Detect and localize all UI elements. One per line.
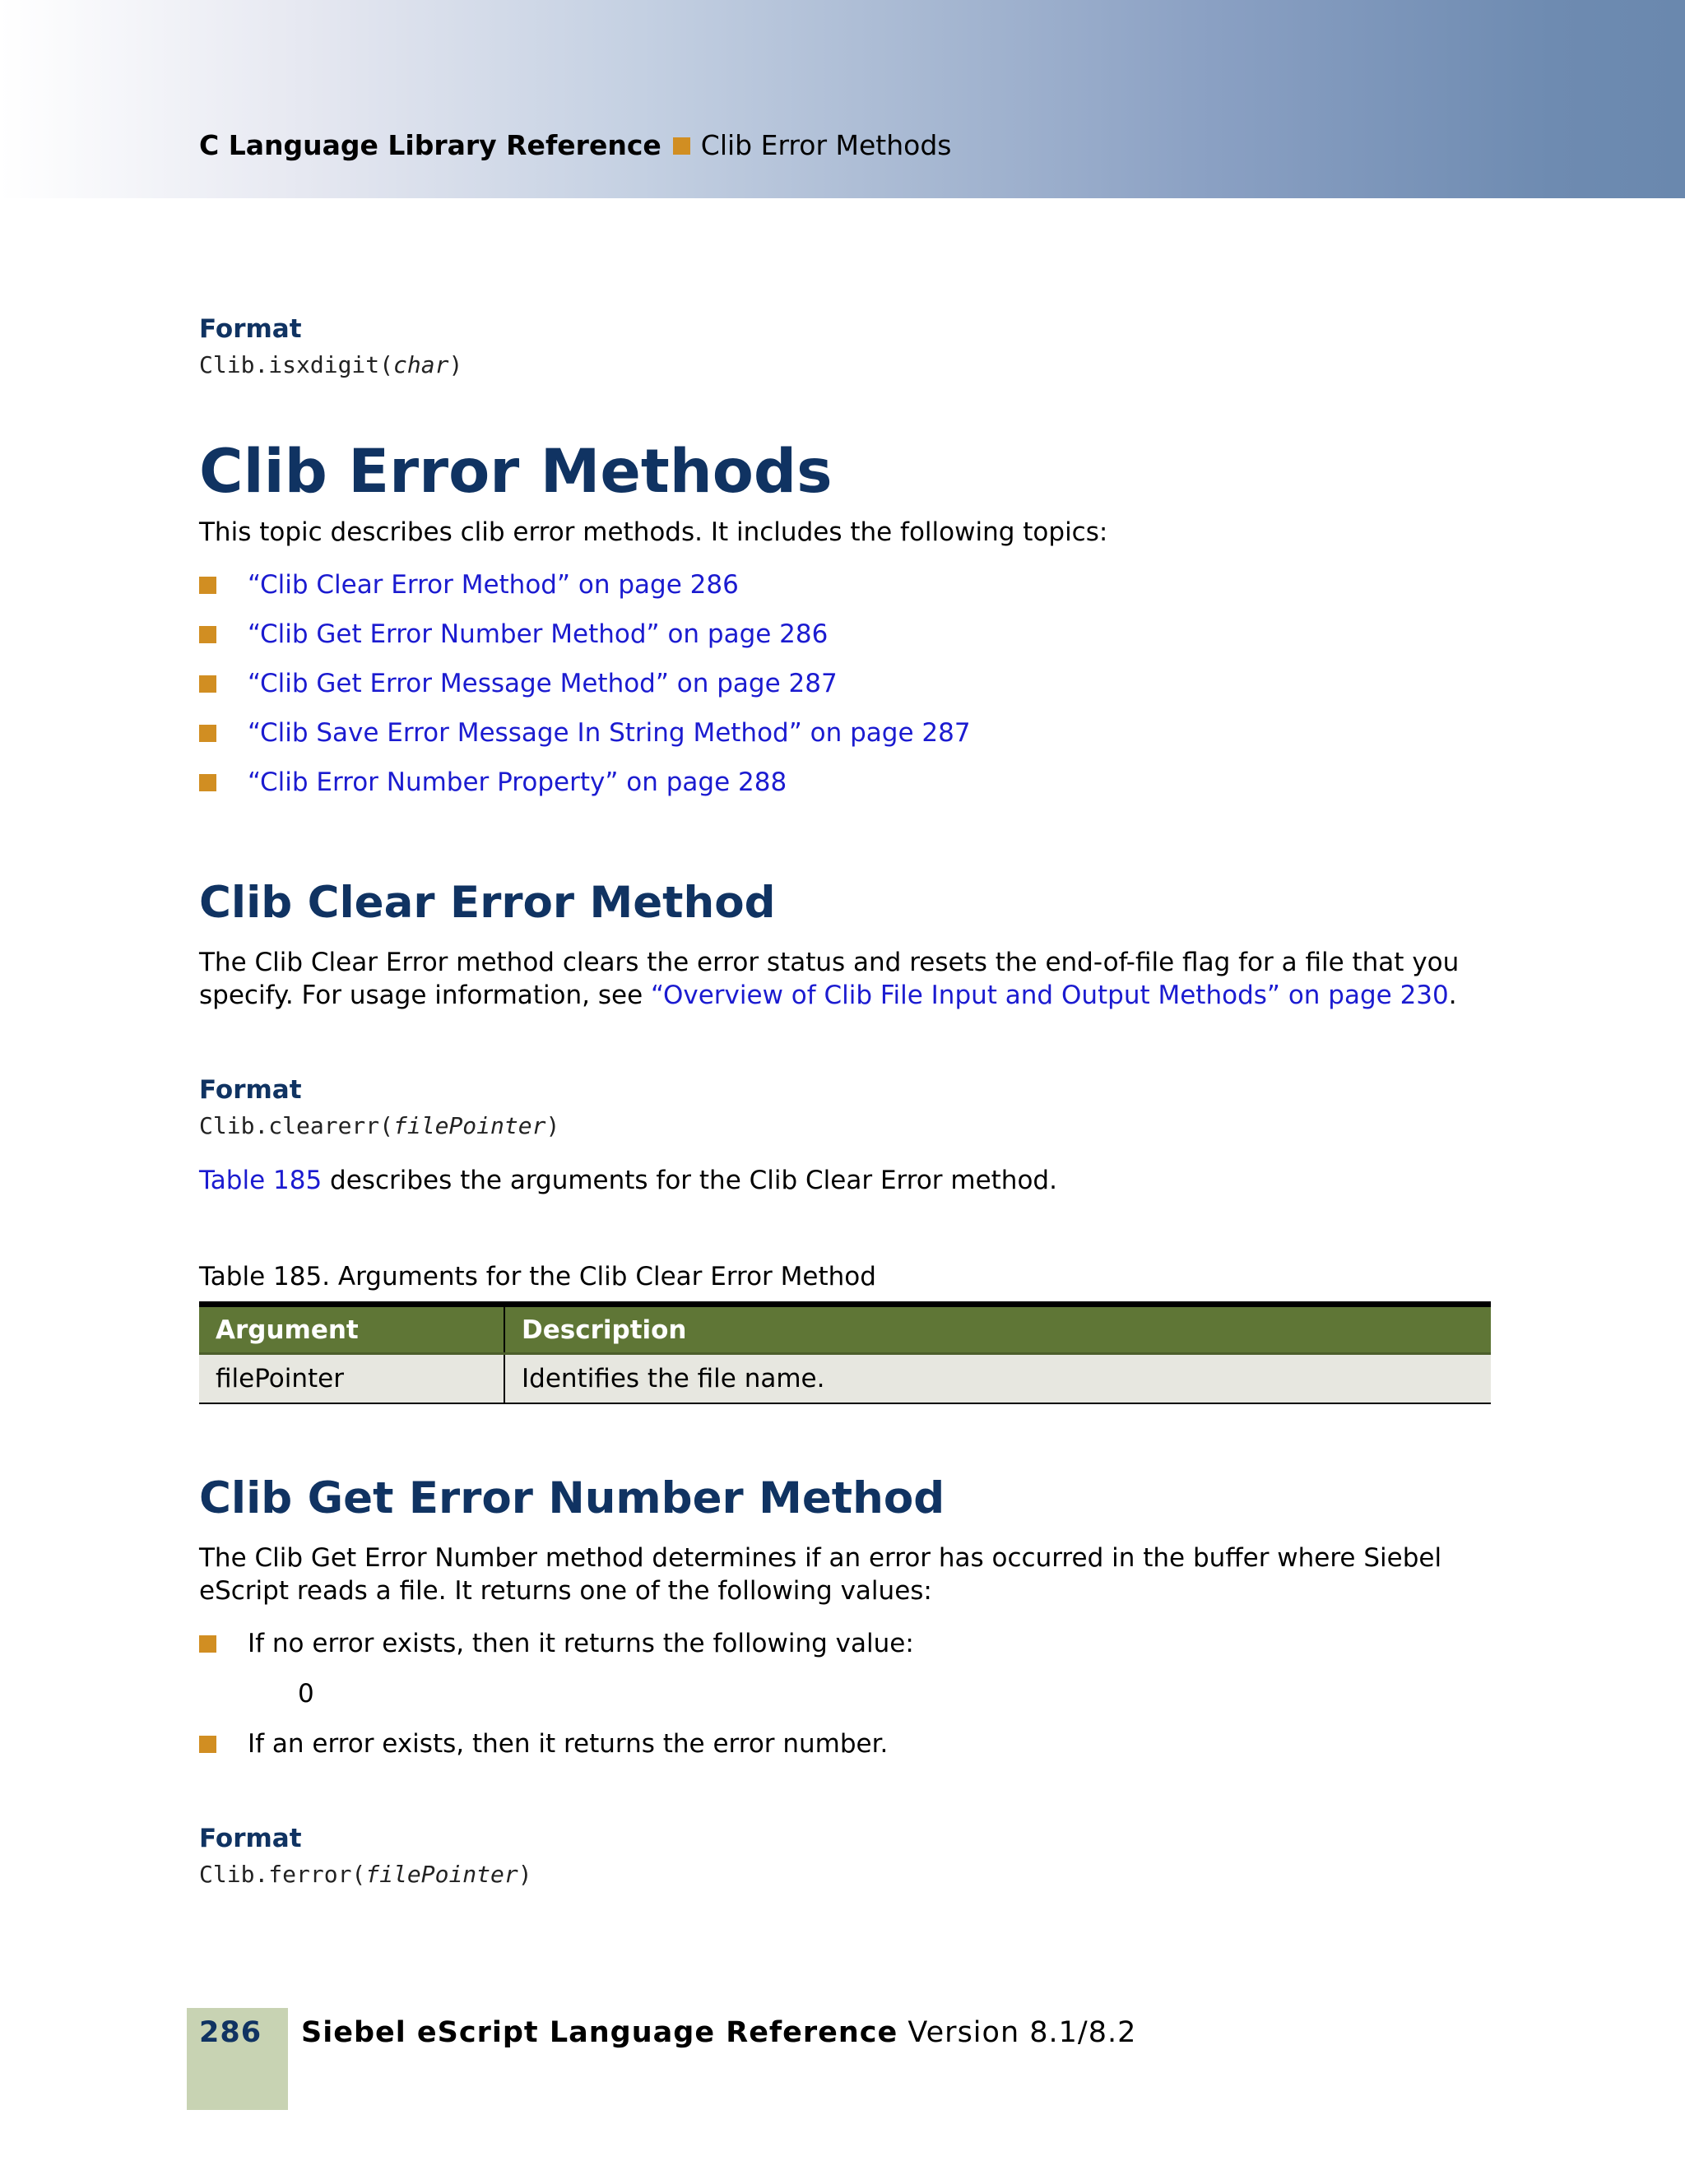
table-185-link[interactable]: Table 185	[199, 1166, 323, 1195]
table-row	[199, 1354, 1491, 1404]
topic-link[interactable]: “Clib Save Error Message In String Method” on page 287	[248, 718, 971, 748]
bullet-text: If an error exists, then it returns the error number.	[248, 1729, 889, 1759]
format-code: Clib.clearerr(filePointer)	[199, 1112, 560, 1139]
return-value: 0	[298, 1679, 314, 1709]
bullet-square-icon	[199, 1635, 216, 1653]
topic-link[interactable]: “Clib Get Error Message Method” on page 287	[248, 669, 838, 698]
bullet-square-icon	[199, 577, 216, 594]
intro-text: This topic describes clib error methods. It includes the following topics:	[199, 517, 1108, 547]
format-code: Clib.isxdigit(char)	[199, 351, 463, 378]
topic-link[interactable]: “Clib Get Error Number Method” on page 286	[248, 619, 829, 649]
table-reference-text: Table 185 describes the arguments for the Clib Clear Error method.	[199, 1166, 1057, 1195]
clear-error-description: The Clib Clear Error method clears the error status and resets the end-of-file flag for a file that you specify. For usage information, see “Overview of Clib File Input and Output Methods” on page 230.	[199, 948, 1460, 1010]
bullet-square-icon	[199, 675, 216, 693]
arguments-table	[199, 1301, 1491, 1404]
footer-book-title: Siebel eScript Language Reference Version 8.1/8.2	[301, 2016, 1137, 2049]
cell-description: Identifies the file name.	[504, 1354, 1491, 1404]
topic-link[interactable]: “Clib Error Number Property” on page 288	[248, 767, 787, 797]
page-title: Clib Error Methods	[199, 437, 833, 507]
topic-link[interactable]: “Clib Clear Error Method” on page 286	[248, 570, 739, 600]
bullet-square-icon	[199, 774, 216, 791]
page-number: 286	[199, 2016, 262, 2049]
table-header-row	[199, 1305, 1491, 1354]
bullet-square-icon	[199, 1736, 216, 1753]
format-label: Format	[199, 1824, 302, 1853]
bullet-text: If no error exists, then it returns the following value:	[248, 1629, 914, 1658]
column-header-description: Description	[504, 1305, 1491, 1354]
format-label: Format	[199, 1075, 302, 1105]
table-caption: Table 185. Arguments for the Clib Clear Error Method	[199, 1262, 876, 1291]
cell-argument: filePointer	[199, 1354, 504, 1404]
running-header	[199, 128, 951, 164]
bullet-square-icon	[199, 626, 216, 643]
section-heading-clear-error: Clib Clear Error Method	[199, 878, 776, 928]
section-heading-get-error-number: Clib Get Error Number Method	[199, 1473, 945, 1523]
header-topic: Clib Error Methods	[700, 129, 952, 161]
format-code: Clib.ferror(filePointer)	[199, 1861, 532, 1888]
overview-link[interactable]: “Overview of Clib File Input and Output Methods” on page 230	[651, 981, 1449, 1010]
get-error-number-description: The Clib Get Error Number method determines if an error has occurred in the buffer where Siebel eScript reads a file. It returns one of the following values:	[199, 1543, 1442, 1606]
column-header-argument: Argument	[199, 1305, 504, 1354]
header-section: C Language Library Reference	[199, 129, 661, 161]
header-square-icon	[673, 137, 690, 155]
bullet-square-icon	[199, 725, 216, 742]
header-band	[0, 0, 1685, 198]
format-label: Format	[199, 314, 302, 344]
